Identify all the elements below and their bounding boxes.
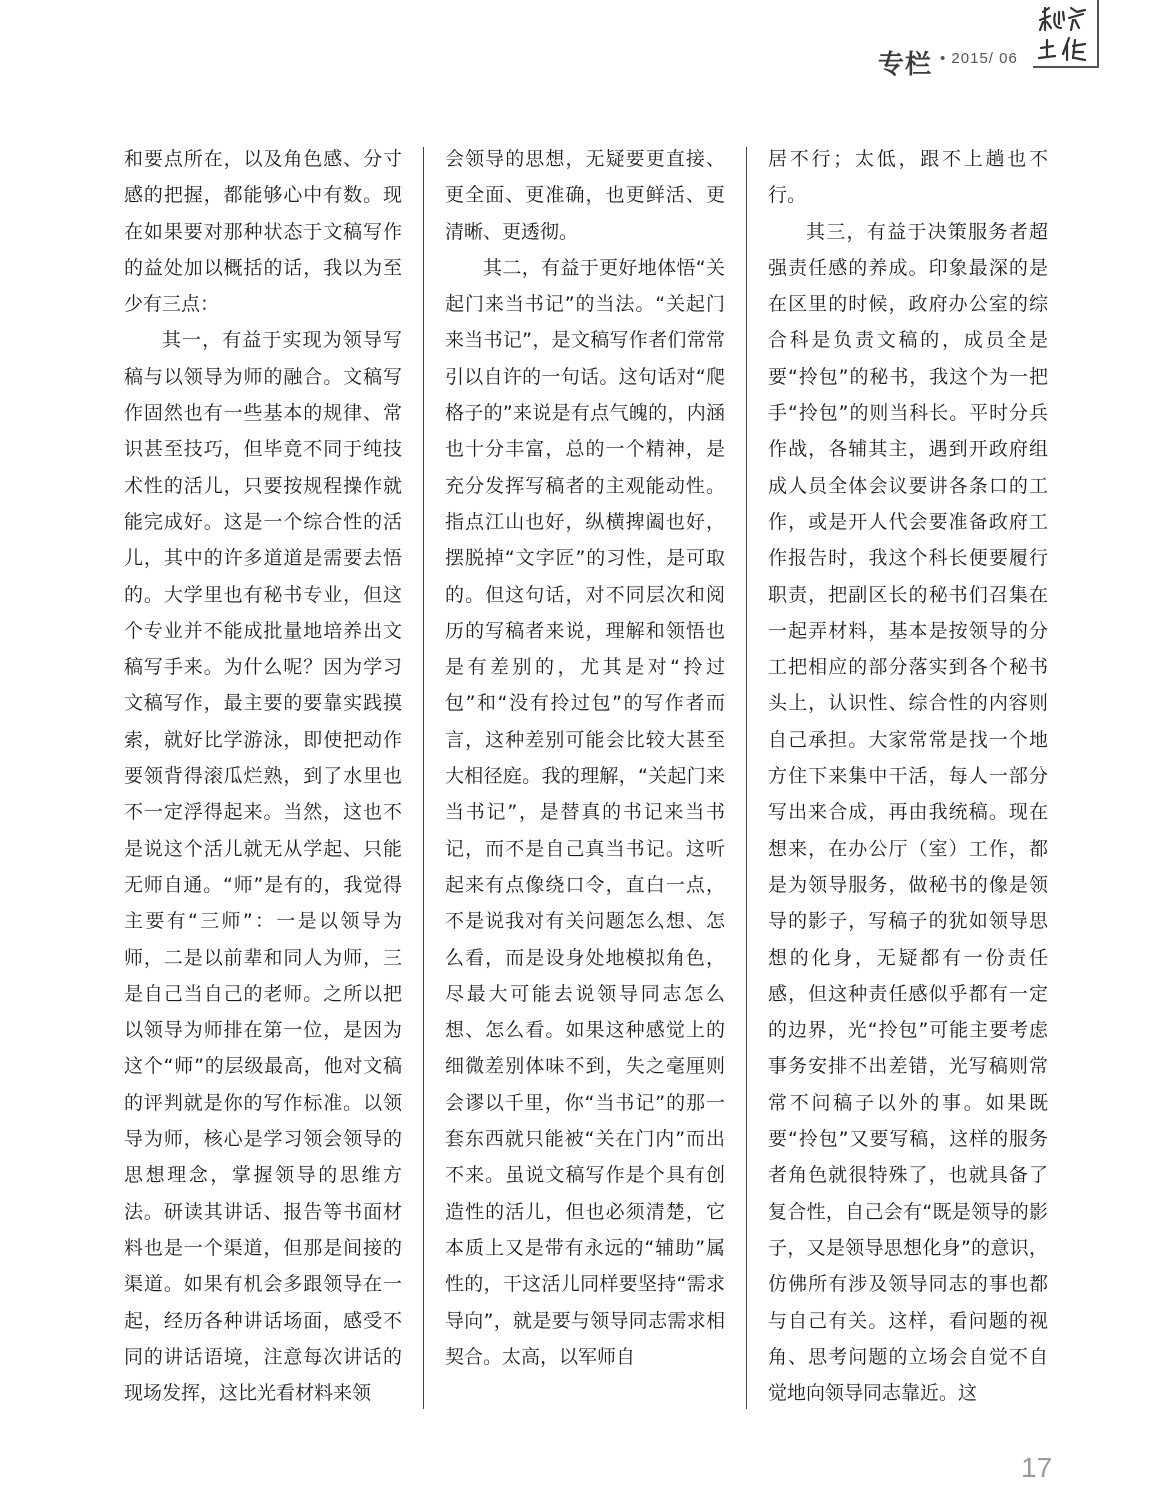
column-divider bbox=[746, 147, 747, 1409]
paragraph: 居不行；太低，跟不上趟也不行。 bbox=[768, 148, 1048, 207]
calligraphy-logo-icon bbox=[1033, 0, 1099, 68]
issue-date: • 2015/ 06 bbox=[940, 50, 1018, 67]
text-column-3 bbox=[768, 141, 1048, 1411]
text-column-1 bbox=[124, 141, 402, 1411]
paragraph: 其一，有益于实现为领导写稿与以领导为师的融合。文稿写作固然也有一些基本的规律、常识甚至技巧，但毕竟不同于纯技术性的活儿，只要按规程操作就能完成好。这是一个综合性的活儿，其中的许多道道是需要去悟的。大学里也有秘书专业，但这个专业并不能成批量地培养出文稿写手来。为什么呢？因为学习文稿写作，最主要的要靠实践摸索，就好比学游泳，即使把动作要领背得滚瓜烂熟，到了水里也不一定浮得起来。当然，这也不是说这个活儿就无从学起、只能无师自通。“师”是有的，我觉得主要有“三师”：一是以领导为师，二是以前辈和同人为师，三是自己当自己的老师。之所以把以领导为师排在第一位，是因为这个“师”的层级最高，他对文稿的评判就是你的写作标准。以领导为师，核心是学习领会领导的思想理念，掌握领导的思维方法。研读其讲话、报告等书面材料也是一个渠道，但那是间接的渠道。如果有机会多跟领导在一起，经历各种讲话场面，感受不同的讲话语境，注意每次讲话的现场发挥，这比光看材料来领 bbox=[124, 329, 402, 1405]
magazine-logo bbox=[1033, 0, 1099, 68]
paragraph: 会领导的思想，无疑要更直接、更全面、更准确，也更鲜活、更清晰、更透彻。 bbox=[445, 148, 725, 243]
text-column-2 bbox=[445, 141, 725, 1375]
paragraph: 其三，有益于决策服务者超强责任感的养成。印象最深的是在区里的时候，政府办公室的综合科是负责文稿的，成员全是要“拎包”的秘书，我这个为一把手“拎包”的则当科长。平时分兵作战，各辅其主，遇到开政府组成人员全体会议要讲各条口的工作，或是开人代会要准备政府工作报告时，我这个科长便要履行职责，把副区长的秘书们召集在一起弄材料，基本是按领导的分工把相应的部分落实到各个秘书头上，认识性、综合性的内容则自己承担。大家常常是找一个地方住下来集中干活，每人一部分写出来合成，再由我统稿。现在想来，在办公厅（室）工作，都是为领导服务，做秘书的像是领导的影子，写稿子的犹如领导思想的化身，无疑都有一份责任感，但这种责任感似乎都有一定的边界，光“拎包”可能主要考虑事务安排不出差错，光写稿则常常不问稿子以外的事。如果既要“拎包”又要写稿，这样的服务者角色就很特殊了，也就具备了复合性，自己会有“既是领导的影子，又是领导思想化身”的意识，仿佛所有涉及领导同志的事也都与自己有关。这样，看问题的视角、思考问题的立场会自觉不自觉地向领导同志靠近。这 bbox=[768, 220, 1048, 1405]
paragraph: 其二，有益于更好地体悟“关起门来当书记”的当法。“关起门来当书记”，是文稿写作者们常常引以自许的一句话。这句话对“爬格子的”来说是有点气魄的，内涵也十分丰富，总的一个精神，是充分发挥写稿者的主观能动性。指点江山也好，纵横捭阖也好，摆脱掉“文字匠”的习性，是可取的。但这句话，对不同层次和阅历的写稿者来说，理解和领悟也是有差别的，尤其是对“拎过包”和“没有拎过包”的写作者而言，这种差别可能会比较大甚至大相径庭。我的理解，“关起门来当书记”，是替真的书记来当书记，而不是自己真当书记。这听起来有点像绕口令，直白一点，不是说我对有关问题怎么想、怎么看，而是设身处地模拟角色，尽最大可能去说领导同志怎么想、怎么看。如果这种感觉上的细微差别体味不到，失之毫厘则会谬以千里，你“当书记”的那一套东西就只能被“关在门内”而出不来。虽说文稿写作是个具有创造性的活儿，但也必须清楚，它本质上又是带有永远的“辅助”属性的，干这活儿同样要坚持“需求导向”，就是要与领导同志需求相契合。太高，以军师自 bbox=[445, 256, 725, 1368]
paragraph: 和要点所在，以及角色感、分寸感的把握，都能够心中有数。现在如果要对那种状态于文稿写作的益处加以概括的话，我以为至少有三点： bbox=[124, 148, 402, 316]
column-title: 专栏 bbox=[878, 50, 933, 80]
page-number: 17 bbox=[1021, 1452, 1053, 1483]
column-divider bbox=[423, 147, 424, 1409]
